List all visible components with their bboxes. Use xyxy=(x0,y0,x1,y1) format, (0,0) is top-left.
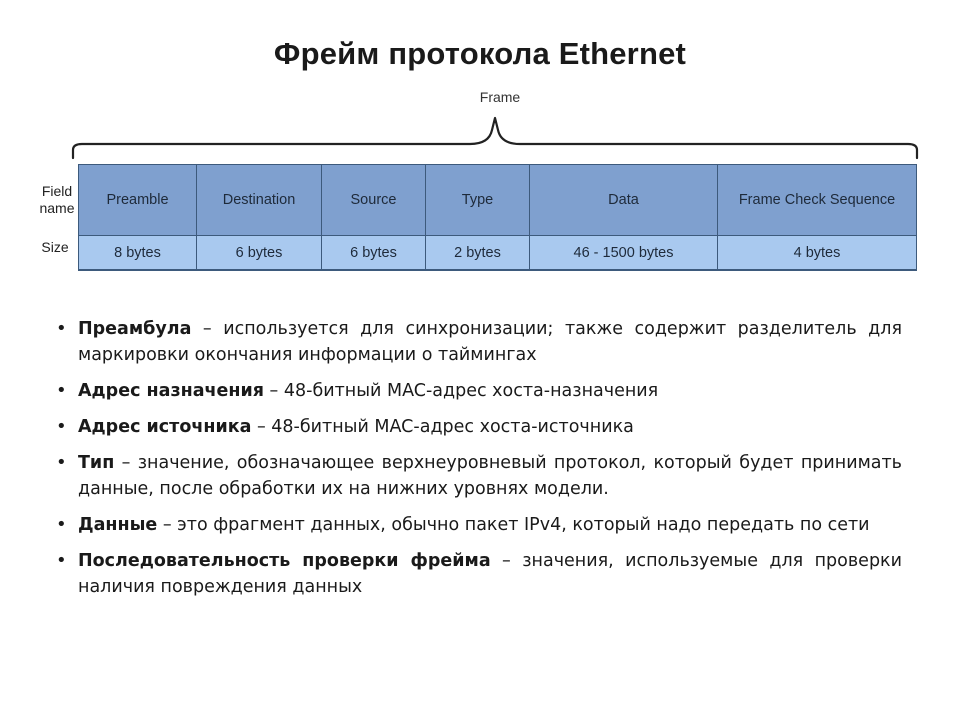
bullet-term: Тип xyxy=(78,453,115,473)
field-sizes-row xyxy=(79,236,917,271)
field-size-fcs: 4 bytes xyxy=(718,236,917,271)
field-name-destination: Destination xyxy=(197,165,322,236)
bullet-text: – значения, используемые для проверки наличия повреждения данных xyxy=(78,551,902,597)
bullet-term: Адрес источника xyxy=(78,417,252,437)
bullet-source xyxy=(56,414,902,440)
bullet-text: – значение, обозначающее верхнеуровневый протокол, который будет принимать данные, после обработки их на нижних уровнях модели. xyxy=(78,453,902,499)
field-size-source: 6 bytes xyxy=(322,236,426,271)
bullet-text: – 48-битный MAC-адрес хоста-назначения xyxy=(263,381,659,401)
field-name-source: Source xyxy=(322,165,426,236)
bullet-term: Последовательность проверки фрейма xyxy=(78,551,491,571)
bullet-text: – используется для синхронизации; также содержит разделитель для маркировки окончания информации о таймингах xyxy=(78,319,902,365)
bullet-term: Преамбула xyxy=(78,319,192,339)
ethernet-frame-diagram xyxy=(0,0,960,300)
field-name-data: Data xyxy=(530,165,718,236)
field-name-preamble: Preamble xyxy=(79,165,197,236)
field-size-preamble: 8 bytes xyxy=(79,236,197,271)
bullet-fcs xyxy=(56,548,902,600)
bullet-type xyxy=(56,450,902,502)
slide-title: Фрейм протокола Ethernet xyxy=(273,36,687,71)
field-name-row-label: Field name xyxy=(39,183,75,216)
bullet-text: – это фрагмент данных, обычно пакет IPv4, который надо передать по сети xyxy=(157,515,870,535)
field-name-fcs: Frame Check Sequence xyxy=(718,165,917,236)
frame-label: Frame xyxy=(479,89,521,105)
field-size-type: 2 bytes xyxy=(426,236,530,271)
bullet-destination xyxy=(56,378,902,404)
bullet-text: – 48-битный MAC-адрес хоста-источника xyxy=(251,417,634,437)
bullet-term: Адрес назначения xyxy=(78,381,264,401)
frame-brace xyxy=(70,110,922,162)
bullet-term: Данные xyxy=(78,515,158,535)
size-row-label: Size xyxy=(41,239,69,255)
bullet-list xyxy=(56,316,902,610)
frame-fields-table xyxy=(78,164,917,271)
field-size-destination: 6 bytes xyxy=(197,236,322,271)
bullet-preamble xyxy=(56,316,902,368)
field-name-type: Type xyxy=(426,165,530,236)
field-names-row xyxy=(79,165,917,236)
field-size-data: 46 - 1500 bytes xyxy=(530,236,718,271)
bullet-data xyxy=(56,512,902,538)
